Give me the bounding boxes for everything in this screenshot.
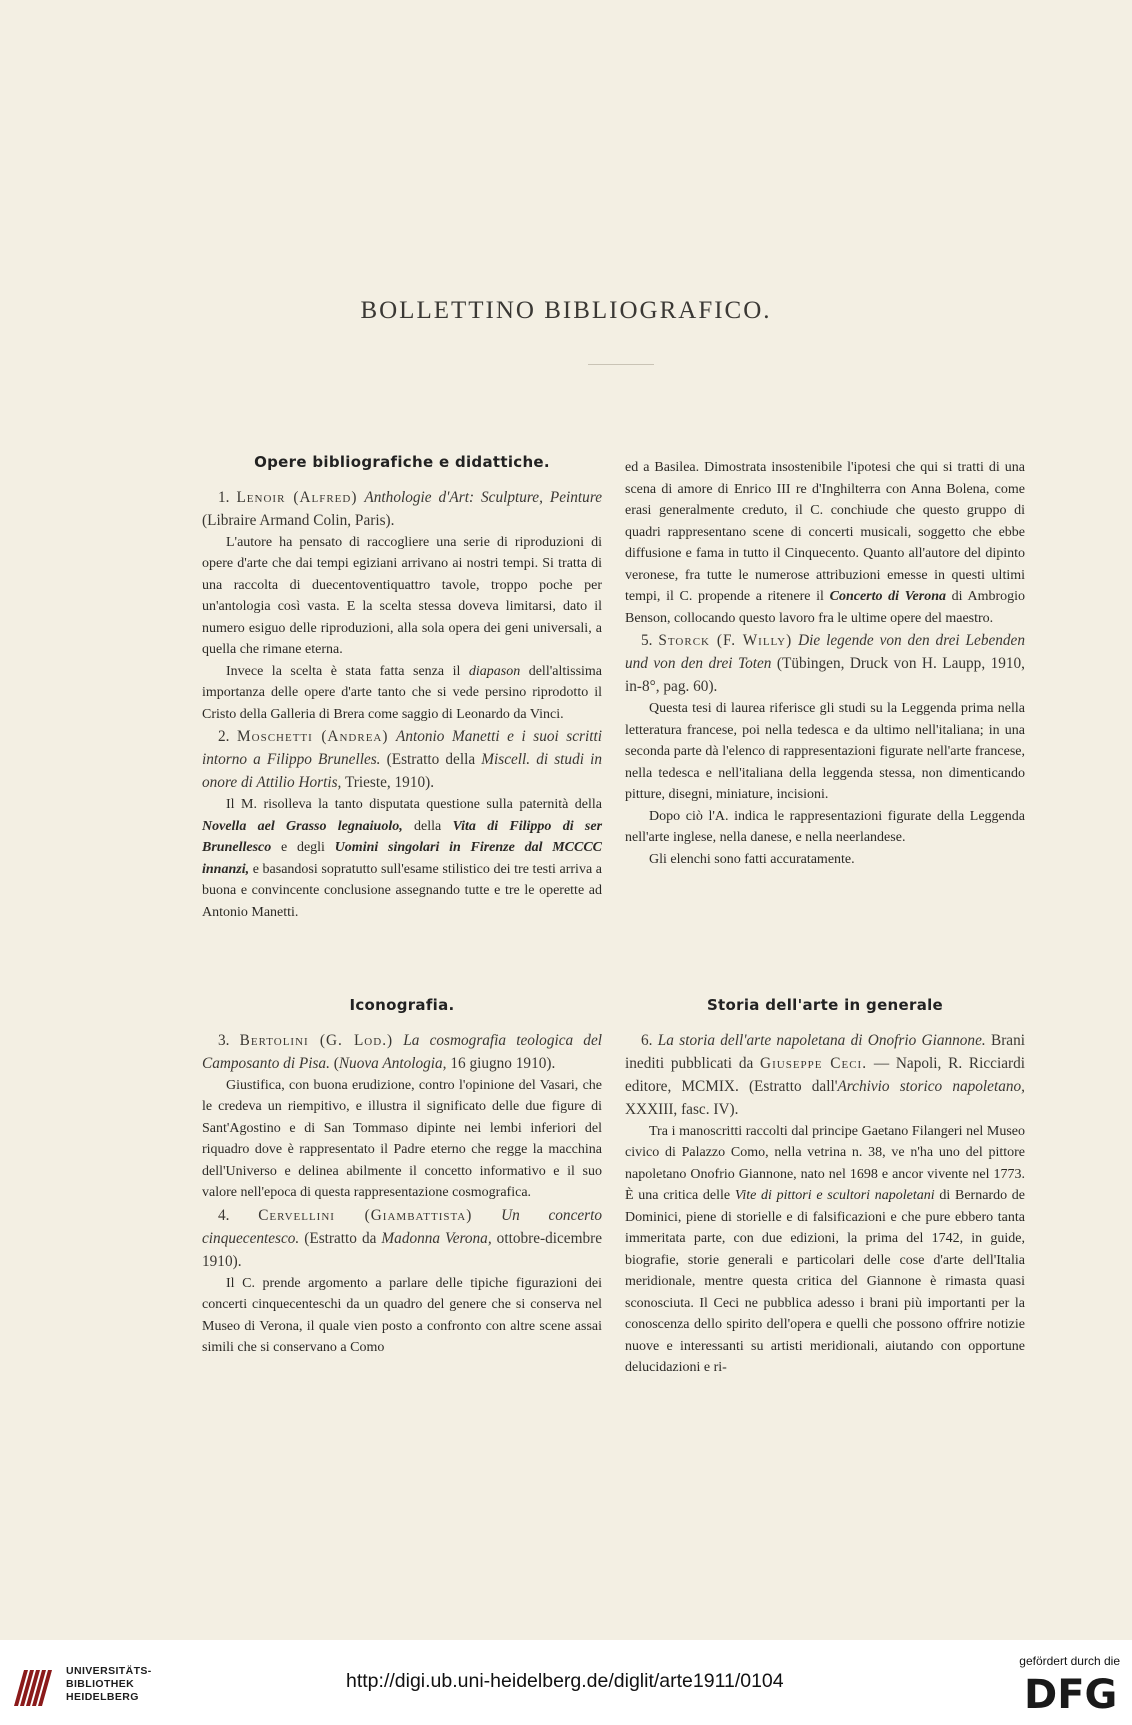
right-column-bottom: [625, 995, 1025, 1379]
entry-author: Cervellini (Giambattista): [258, 1206, 473, 1224]
text-run: ed a Basilea. Dimostrata insostenibile l'ipotesi che qui si tratti di una scena di amore di Enrico III re d'Inghilterra con Anna Bolena, come erasi generalmente creduto, il C. conchiude che questo gruppo di quadri rappresentano scene di concerti musicali, soggetto che ebbe diffusione e fama in tutto il Cinquecento. Quanto all'autore del dipinto veronese, fra tutte le numerose attribuzioni emesse in questi ultimi tempi, il C. propende a ritenere il: [625, 460, 1025, 604]
entry-3: [202, 1029, 602, 1075]
review-paragraph-continued: [625, 457, 1025, 629]
entry-number: 3.: [218, 1031, 230, 1049]
page-title: BOLLETTINO BIBLIOGRAFICO.: [360, 296, 772, 324]
entry-journal: Madonna Verona,: [381, 1229, 492, 1247]
text-run: Invece la scelta è stata fatta senza il: [226, 663, 461, 679]
library-name: [66, 1665, 152, 1704]
entry-publisher: Trieste, 1910).: [344, 774, 435, 791]
text-run: della: [414, 818, 442, 834]
entry-title: Anthologie d'Art: Sculpture, Peinture: [364, 488, 602, 506]
title-divider: [588, 364, 654, 365]
entry-number: 6.: [641, 1031, 653, 1049]
funding-note: gefördert durch die: [1019, 1654, 1120, 1668]
entry-publisher: (Libraire Armand Colin, Paris).: [202, 511, 395, 529]
entry-title: La storia dell'arte napoletana di Onofrio Giannone.: [657, 1031, 986, 1049]
entry-publisher: (Tübingen, Druck von H. Laupp, 1910, in-8°, pag. 60).: [625, 655, 1026, 695]
library-name-line: HEIDELBERG: [66, 1691, 139, 1703]
text-run: Tra i manoscritti raccolti dal principe Gaetano Filangeri nel Museo civico di Palazzo Como, nella vetrina n. 38, ve n'ha uno del pittore napoletano Onofrio Giannone, nato nel 1698 e ancor vivente nel 1773. È una critica delle: [625, 1123, 1025, 1203]
entry-publisher: — Napoli, R. Ricciardi editore, MCMIX. (Estratto dall': [625, 1054, 1025, 1095]
review-paragraph: Questa tesi di laurea riferisce gli studi su la Leggenda prima nella letteratura francese, poi nella tedesca e da ultimo nell'italiana; in una seconda parte dà l'elenco di rappresentazioni figurate nell'arte francese, nella tedesca e nell'italiana della leggenda stessa, non dimenticando pitture, disegni, miniature, incisioni.: [625, 701, 1025, 802]
entry-publisher: ottobre-dicembre 1910).: [202, 1229, 603, 1270]
entry-journal: Nuova Antologia,: [338, 1054, 447, 1072]
entry-publisher: (: [333, 1054, 339, 1072]
entry-publisher: XXXIII, fasc. IV).: [625, 1100, 739, 1118]
text-run-italic: Novella ael Grasso legnaiuolo,: [202, 818, 403, 834]
review-paragraph: Dopo ciò l'A. indica le rappresentazioni figurate della Leggenda nell'arte inglese, nella danese, e nella neerlandese.: [625, 808, 1025, 845]
review-paragraph: Giustifica, con buona erudizione, contro l'opinione del Vasari, che le credeva un riempitivo, e illustra il significato delle due figure di Sant'Agostino e di San Tommaso dipinte nei lembi inferiori del riquadro dove è rappresentato il Padre eterno che regge la macchina dell'Universo e delinea abilmente il concetto informativo e il suo valore nell'epoca di questa rappresentazione cosmografica.: [202, 1077, 602, 1200]
entry-author: Bertolini (G. Lod.): [239, 1031, 394, 1049]
entry-title: Die legende von den drei Lebenden und von den drei Toten: [625, 632, 1025, 672]
text-run: e basandosi sopratutto sull'esame stilistico dei tre testi arriva a buona e convincente conclusione assegnando tutte e tre le operette ad Antonio Manetti.: [202, 861, 602, 920]
entry-2: [202, 725, 602, 794]
entry-author: Moschetti (Andrea): [237, 728, 389, 745]
entry-1: [202, 486, 602, 532]
entry-author: Storck (F. Willy): [658, 632, 793, 649]
text-run: Il M. risolleva la tanto disputata questione sulla paternità della: [226, 797, 602, 812]
entry-title: Antonio Manetti e i suoi scritti intorno a Filippo Brunelles.: [202, 728, 602, 768]
university-library-logo-icon: [10, 1660, 62, 1710]
review-paragraph: [202, 661, 602, 726]
entry-number: 2.: [218, 728, 230, 745]
left-column-top: [202, 452, 602, 923]
review-paragraph: Gli elenchi sono fatti accuratamente.: [649, 851, 855, 867]
section-heading-iconografia: Iconografia.: [349, 996, 455, 1014]
permalink-url[interactable]: http://digi.ub.uni-heidelberg.de/diglit/arte1911/0104: [346, 1670, 784, 1692]
review-paragraph: Il C. prende argomento a parlare delle tipiche figurazioni dei concerti cinquecenteschi da un quadro del genere che si conserva nel Museo di Verona, il quale vien posto a confronto con altre scene assai simili che si conservano a Como: [202, 1275, 602, 1355]
entry-journal: Archivio storico napoletano,: [837, 1077, 1025, 1095]
library-name-line: UNIVERSITÄTS-: [66, 1665, 152, 1677]
entry-publisher: (Estratto da: [304, 1229, 377, 1247]
entry-title: Un concerto cinquecentesco.: [202, 1206, 603, 1247]
entry-publisher: Brani inediti pubblicati da: [625, 1031, 1025, 1072]
text-run: e degli: [280, 840, 325, 855]
text-run: di Bernardo de Dominici, piene di storielle e di falsificazioni e che pure ebbero tanta immeritata parte, con due edizioni, la prima del 1742, in guide, biografie, storie generali e particolari delle cose d'arte dell'Italia meridionale, mentre questa critica del Giannone è rimasta quasi sconosciuta. Il Ceci ne pubblica adesso i brani più importanti per la conoscenza dello spirito dell'opera e quelli che possono offrire notizie nuove e interessanti su artisti meridionali, aiutando con opportune delucidazioni e ri-: [625, 1188, 1026, 1375]
text-run-italic: Concerto di Verona: [829, 589, 946, 604]
review-paragraph: L'autore ha pensato di raccogliere una serie di riproduzioni di opere d'arte che dai tempi egiziani arrivano ai nostri tempi. Si tratta di una raccolta di duecentoventiquattro tavole, troppo poche per un'antologia così vasta. E la scelta stessa doveva limitarsi, dato il numero esiguo delle riproduzioni, alla sola opera dei geni universali, a quella che rimane eterna.: [202, 534, 602, 657]
text-run-italic: Vite di pittori e scultori napoletani: [734, 1188, 935, 1203]
entry-editor: Giuseppe Ceci.: [760, 1054, 868, 1072]
text-run: di Ambrogio Benson, collocando questo lavoro fra le ultime opere del maestro.: [625, 589, 1026, 626]
entry-number: 5.: [641, 632, 653, 649]
entry-number: 1.: [218, 488, 230, 506]
dfg-logo-icon: [1024, 1672, 1122, 1712]
entry-5: [625, 629, 1025, 698]
right-column-top: [625, 457, 1025, 870]
entry-4: [202, 1204, 602, 1273]
section-heading-storia: Storia dell'arte in generale: [706, 996, 944, 1014]
text-run-italic: diapason: [468, 663, 521, 679]
entry-number: 4.: [218, 1206, 230, 1224]
entry-author: Lenoir (Alfred): [236, 488, 358, 506]
entry-publisher: (Estratto della: [386, 751, 476, 768]
entry-title: La cosmografia teologica del Camposanto di Pisa.: [202, 1031, 602, 1072]
left-column-bottom: [202, 995, 602, 1359]
section-heading-opere: Opere bibliografiche e didattiche.: [254, 453, 550, 471]
text-run-italic: Uomini singolari in Firenze dal MCCCC innanzi,: [202, 840, 603, 877]
text-run: dell'altissima importanza delle opere d'arte tanto che si vede persino riprodotto il Cristo della Galleria di Brera come saggio di Leonardo da Vinci.: [202, 663, 603, 722]
review-paragraph: [625, 1121, 1025, 1379]
review-paragraph: [202, 794, 602, 923]
dfg-logo-text: DFG: [1024, 1672, 1118, 1712]
digitization-footer: [0, 1640, 1132, 1725]
entry-publisher: 16 giugno 1910).: [450, 1054, 556, 1072]
library-name-line: BIBLIOTHEK: [66, 1678, 135, 1690]
entry-journal: Miscell. di studi in onore di Attilio Hortis,: [202, 751, 602, 791]
text-run-italic: Vita di Filippo di ser Brunellesco: [202, 818, 603, 855]
entry-6: [625, 1029, 1025, 1121]
